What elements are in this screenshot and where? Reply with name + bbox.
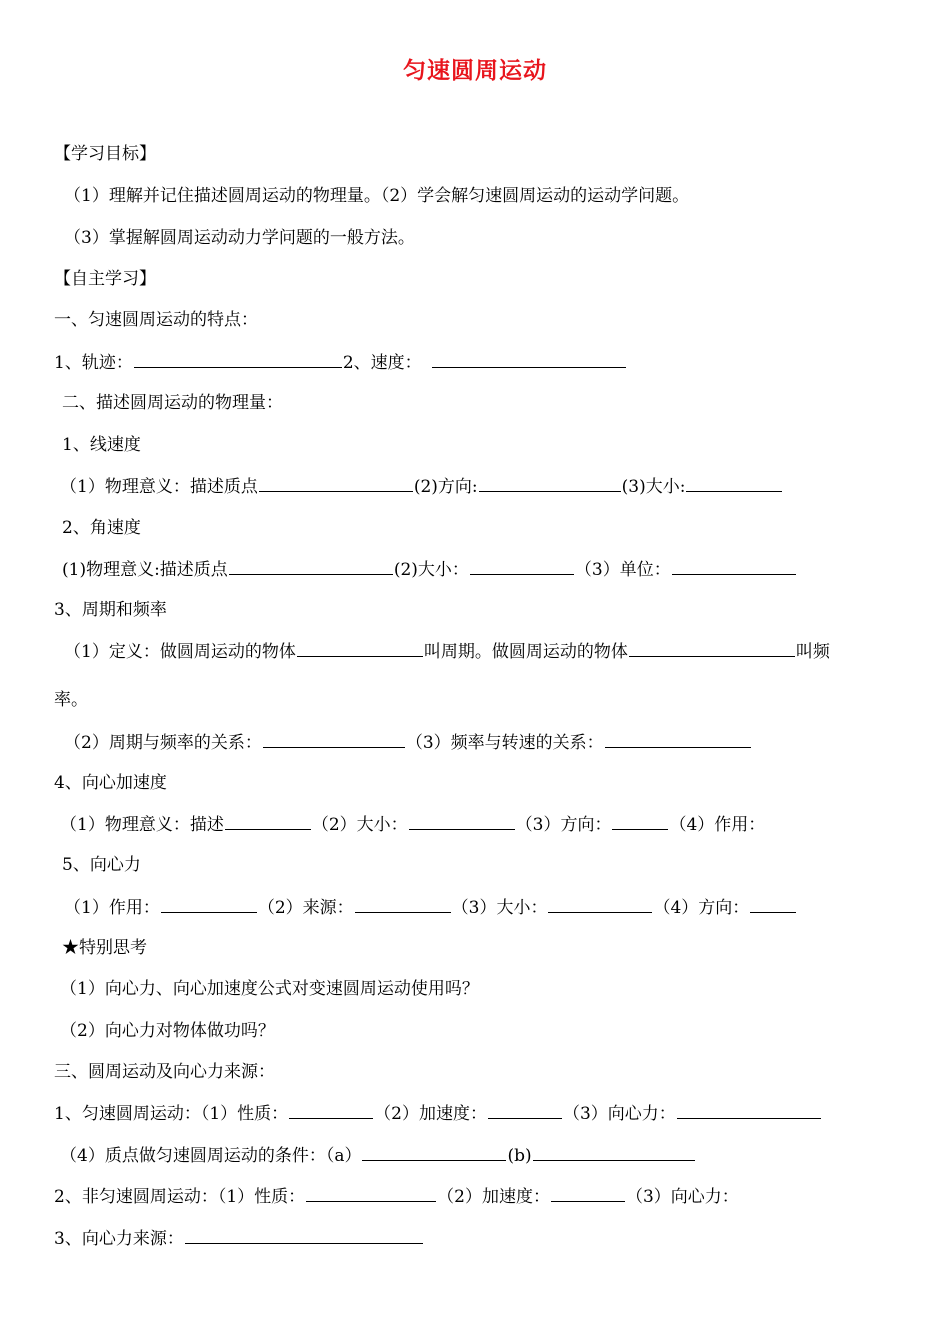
answer-blank[interactable] [551, 1183, 625, 1202]
line-text: 【自主学习】 [54, 269, 156, 289]
line-text: （2）大小： [311, 815, 408, 835]
line-text: ★特别思考 [62, 938, 147, 958]
line-text: （3）单位： [574, 560, 671, 580]
line-text: 率。 [54, 690, 88, 710]
answer-blank[interactable] [225, 811, 311, 830]
line-text: 三、圆周运动及向心力来源： [54, 1062, 275, 1082]
line-text: 1、匀速圆周运动：（1）性质： [54, 1104, 289, 1124]
line-text: 2、角速度 [62, 518, 141, 538]
line-text: （3）向心力： [625, 1187, 739, 1207]
answer-blank[interactable] [750, 894, 796, 913]
text-line [54, 266, 156, 292]
text-line [60, 811, 765, 837]
line-text: 1、线速度 [62, 435, 141, 455]
line-text: （3）大小： [451, 898, 548, 918]
text-line [60, 976, 479, 1002]
text-line [54, 1225, 424, 1251]
answer-blank[interactable] [134, 349, 342, 368]
text-line [60, 1018, 275, 1044]
text-line [64, 183, 689, 209]
line-text: 5、向心力 [62, 855, 141, 875]
text-line [54, 349, 627, 375]
line-text: (3)大小: [621, 477, 686, 497]
text-line [64, 638, 830, 664]
answer-blank[interactable] [629, 638, 795, 657]
text-line [54, 1100, 822, 1126]
answer-blank[interactable] [677, 1100, 821, 1119]
line-text: 叫周期。做圆周运动的物体 [423, 642, 628, 662]
line-text: 2、非匀速圆周运动：（1）性质： [54, 1187, 306, 1207]
answer-blank[interactable] [409, 811, 515, 830]
text-line [60, 1142, 696, 1168]
line-text: （4）作用： [669, 815, 766, 835]
answer-blank[interactable] [362, 1142, 506, 1161]
line-text: （2）加速度： [437, 1187, 550, 1207]
text-line [54, 597, 167, 623]
text-line [60, 473, 783, 499]
text-line [54, 307, 258, 333]
line-text: 叫频 [795, 642, 830, 662]
page-title: 匀速圆周运动 [403, 57, 547, 84]
text-line [54, 141, 156, 167]
line-text: 4、向心加速度 [54, 773, 167, 793]
line-text: （4）质点做匀速圆周运动的条件：（a） [60, 1146, 362, 1166]
answer-blank[interactable] [185, 1225, 423, 1244]
line-text: （1）物理意义：描述质点 [60, 477, 258, 497]
answer-blank[interactable] [533, 1142, 695, 1161]
answer-blank[interactable] [355, 894, 451, 913]
text-line [54, 770, 167, 796]
line-text: (2)方向: [413, 477, 478, 497]
line-text: (1)物理意义:描述质点 [62, 560, 228, 580]
text-line [54, 1059, 275, 1085]
line-text: （2）向心力对物体做功吗？ [60, 1021, 275, 1041]
line-text: （3）掌握解圆周运动动力学问题的一般方法。 [64, 228, 415, 248]
text-line [54, 1183, 739, 1209]
line-text: （1）定义：做圆周运动的物体 [64, 642, 296, 662]
answer-blank[interactable] [432, 349, 626, 368]
line-text: 3、向心力来源： [54, 1229, 184, 1249]
text-line [62, 935, 147, 961]
answer-blank[interactable] [479, 473, 621, 492]
answer-blank[interactable] [672, 556, 796, 575]
text-line [54, 687, 88, 713]
text-line [64, 894, 797, 920]
line-text: （1）作用： [64, 898, 160, 918]
text-line [62, 432, 141, 458]
line-text: （2）来源： [257, 898, 354, 918]
answer-blank[interactable] [548, 894, 652, 913]
text-line [62, 390, 283, 416]
line-text: （3）方向： [515, 815, 612, 835]
line-text: （1）物理意义：描述 [60, 815, 224, 835]
answer-blank[interactable] [306, 1183, 436, 1202]
answer-blank[interactable] [297, 638, 423, 657]
text-line [62, 852, 141, 878]
line-text: 【学习目标】 [54, 144, 156, 164]
line-text: 二、描述圆周运动的物理量： [62, 393, 283, 413]
line-text: 2、速度： [342, 353, 422, 373]
answer-blank[interactable] [263, 729, 405, 748]
line-text: (2)大小： [393, 560, 469, 580]
line-text: （2）周期与频率的关系： [64, 733, 262, 753]
line-text: (b) [507, 1146, 532, 1166]
answer-blank[interactable] [470, 556, 574, 575]
text-line [62, 515, 141, 541]
line-text: 一、匀速圆周运动的特点： [54, 310, 258, 330]
line-text: 1、轨迹： [54, 353, 133, 373]
answer-blank[interactable] [612, 811, 668, 830]
line-text: 3、周期和频率 [54, 600, 167, 620]
answer-blank[interactable] [289, 1100, 373, 1119]
answer-blank[interactable] [259, 473, 413, 492]
answer-blank[interactable] [229, 556, 393, 575]
line-text: （3）向心力： [562, 1104, 676, 1124]
answer-blank[interactable] [488, 1100, 562, 1119]
text-line [64, 729, 752, 755]
answer-blank[interactable] [605, 729, 751, 748]
line-text: （3）频率与转速的关系： [405, 733, 604, 753]
answer-blank[interactable] [161, 894, 257, 913]
line-text: （1）向心力、向心加速度公式对变速圆周运动使用吗？ [60, 979, 479, 999]
text-line [64, 225, 415, 251]
text-line [62, 556, 797, 582]
line-text: （4）方向： [653, 898, 750, 918]
line-text: （1）理解并记住描述圆周运动的物理量。（2）学会解匀速圆周运动的运动学问题。 [64, 186, 690, 206]
answer-blank[interactable] [686, 473, 782, 492]
line-text: （2）加速度： [374, 1104, 487, 1124]
